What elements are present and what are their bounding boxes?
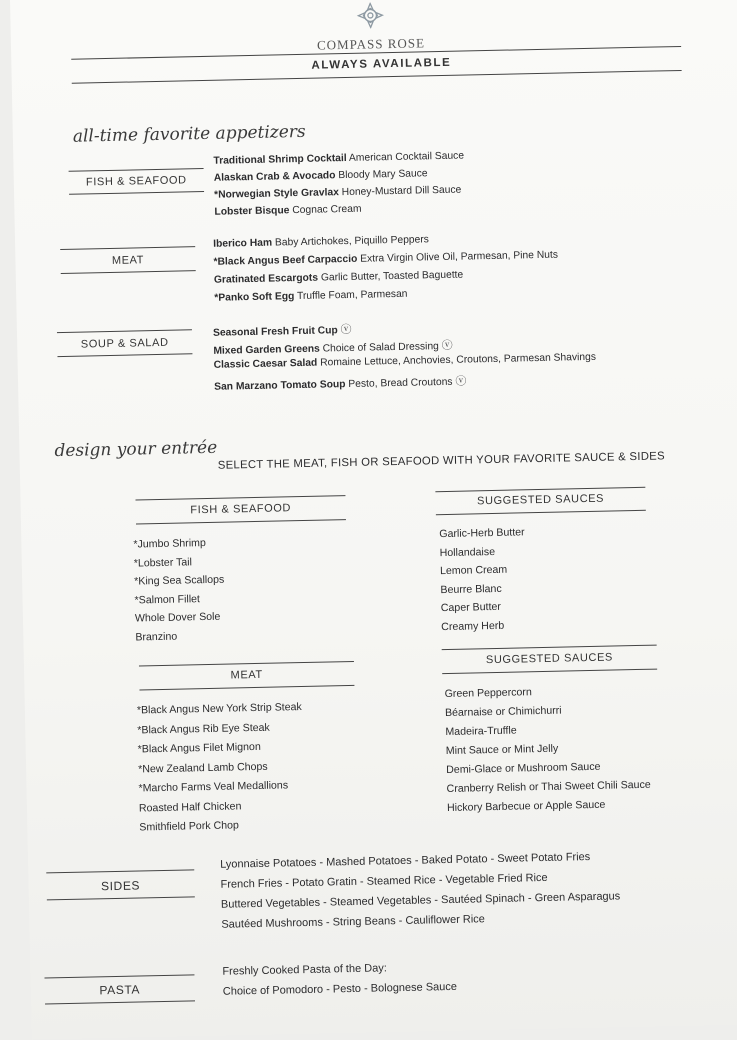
menu-item: Traditional Shrimp Cocktail American Cocktail Sauce	[213, 150, 465, 167]
menu-item: San Marzano Tomato Soup Pesto, Bread Croutons ⓥ	[214, 375, 467, 393]
pasta-line: Freshly Cooked Pasta of the Day:	[222, 962, 387, 978]
meat-heading: MEAT	[230, 668, 263, 682]
list-item: Demi-Glace or Mushroom Sauce	[446, 760, 601, 777]
list-item: *Black Angus New York Strip Steak	[136, 701, 302, 717]
vegetarian-leaf-icon: ⓥ	[455, 375, 467, 388]
fish-sauces-heading: SUGGESTED SAUCES	[476, 492, 605, 508]
category-fish-seafood: FISH & SEAFOOD	[85, 174, 187, 189]
divider	[47, 896, 195, 900]
divider	[442, 669, 657, 675]
divider	[57, 353, 192, 357]
list-item: *Lobster Tail	[133, 555, 193, 570]
divider	[135, 495, 345, 500]
fish-sauces-list	[439, 523, 527, 636]
divider	[442, 645, 657, 651]
meat-list	[137, 698, 305, 838]
list-item: *Salmon Fillet	[134, 592, 201, 607]
always-available-banner: ALWAYS AVAILABLE	[311, 56, 452, 72]
list-item: Madeira-Truffle	[445, 724, 517, 739]
sides-line: Buttered Vegetables - Steamed Vegetables - Sautéed Spinach - Green Asparagus	[220, 890, 621, 911]
fish-seafood-heading: FISH & SEAFOOD	[190, 502, 292, 517]
menu-item: *Panko Soft Egg Truffle Foam, Parmesan	[214, 288, 408, 304]
list-item: Mint Sauce or Mint Jelly	[445, 742, 559, 758]
sides-heading: SIDES	[100, 878, 141, 894]
entree-script-title: design your entrée	[54, 437, 218, 462]
pasta-heading: PASTA	[99, 982, 141, 998]
divider	[46, 869, 194, 873]
appetizers-script-title: all-time favorite appetizers	[72, 121, 306, 147]
list-item: Roasted Half Chicken	[138, 799, 242, 814]
compass-rose-logo	[355, 2, 386, 29]
meat-sauces-list	[444, 681, 651, 818]
list-item: Caper Butter	[440, 600, 502, 615]
divider	[45, 1000, 195, 1004]
list-item: Branzino	[135, 630, 178, 644]
list-item: Creamy Herb	[441, 619, 505, 633]
list-item: *Black Angus Filet Mignon	[137, 740, 261, 756]
list-item: Cranberry Relish or Thai Sweet Chili Sauce	[446, 778, 651, 796]
vegetarian-leaf-icon: ⓥ	[441, 339, 453, 353]
divider	[69, 168, 204, 172]
meat-sauces-heading: SUGGESTED SAUCES	[485, 651, 614, 667]
divider	[61, 270, 196, 274]
category-soup-salad: SOUP & SALAD	[80, 336, 169, 351]
sides-line: French Fries - Potato Gratin - Steamed Rice - Vegetable Fried Rice	[220, 871, 548, 891]
pasta-line: Choice of Pomodoro - Pesto - Bolognese Sauce	[222, 980, 458, 998]
menu-item: Classic Caesar Salad Romaine Lettuce, Anchovies, Croutons, Parmesan Shavings	[213, 351, 597, 371]
divider	[69, 191, 204, 195]
fish-list	[133, 534, 225, 647]
list-item: *King Sea Scallops	[134, 573, 225, 588]
list-item: Béarnaise or Chimichurri	[444, 704, 562, 720]
divider	[72, 70, 682, 84]
divider	[139, 661, 354, 667]
list-item: Smithfield Pork Chop	[139, 819, 239, 834]
menu-item: Gratinated Escargots Garlic Butter, Toasted Baguette	[213, 269, 464, 286]
menu-item: Lobster Bisque Cognac Cream	[214, 203, 362, 218]
list-item: *Marcho Farms Veal Medallions	[138, 779, 289, 795]
menu-item: *Black Angus Beef Carpaccio Extra Virgin Olive Oil, Parmesan, Pine Nuts	[213, 249, 559, 268]
list-item: Hollandaise	[439, 545, 496, 559]
divider	[136, 519, 346, 524]
list-item: Garlic-Herb Butter	[439, 526, 525, 541]
list-item: *Black Angus Rib Eye Steak	[137, 721, 270, 736]
list-item: *New Zealand Lamb Chops	[138, 760, 268, 775]
list-item: *Jumbo Shrimp	[133, 537, 206, 551]
sides-line: Lyonnaise Potatoes - Mashed Potatoes - Baked Potato - Sweet Potato Fries	[220, 851, 591, 871]
category-meat: MEAT	[111, 254, 145, 267]
list-item: Green Peppercorn	[444, 686, 532, 701]
divider	[44, 974, 194, 978]
entree-instruction: SELECT THE MEAT, FISH OR SEAFOOD WITH YOUR FAVORITE SAUCE & SIDES	[217, 450, 666, 472]
vegetarian-leaf-icon: ⓥ	[340, 323, 352, 337]
divider	[57, 329, 192, 333]
list-item: Beurre Blanc	[440, 582, 502, 596]
menu-item: Iberico Ham Baby Artichokes, Piquillo Peppers	[213, 234, 430, 250]
menu-item: Mixed Garden Greens Choice of Salad Dressing ⓥ	[213, 339, 453, 357]
menu-item: *Norwegian Style Gravlax Honey-Mustard Dill Sauce	[214, 184, 462, 201]
list-item: Lemon Cream	[439, 563, 508, 578]
brand-name: COMPASS ROSE	[316, 35, 426, 53]
menu-item: Alaskan Crab & Avocado Bloody Mary Sauce	[213, 168, 428, 184]
sides-line: Sautéed Mushrooms - String Beans - Cauliflower Rice	[221, 913, 485, 931]
divider	[139, 685, 354, 691]
list-item: Whole Dover Sole	[134, 610, 221, 625]
divider	[436, 510, 646, 515]
menu-item: Seasonal Fresh Fruit Cup ⓥ	[212, 323, 352, 339]
menu-page	[10, 0, 737, 1040]
divider	[435, 487, 645, 492]
divider	[60, 246, 195, 250]
list-item: Hickory Barbecue or Apple Sauce	[446, 798, 606, 815]
